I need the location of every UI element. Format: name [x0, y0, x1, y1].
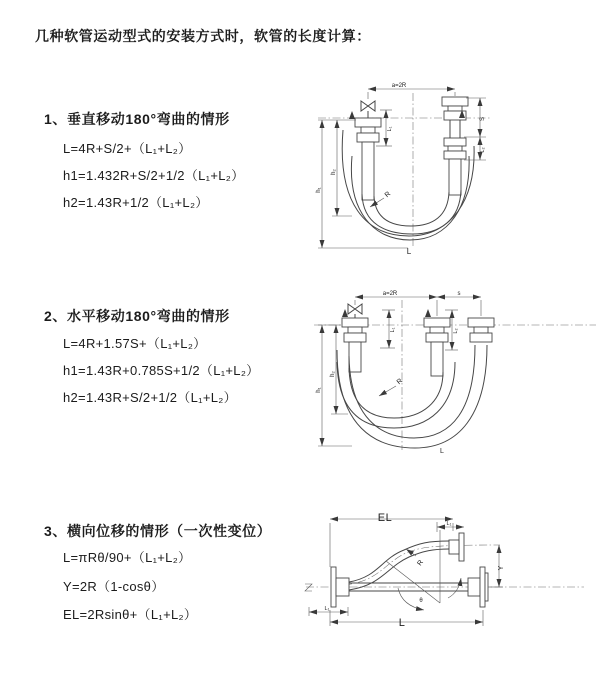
right-flange — [468, 567, 488, 607]
dim-label-s: S — [480, 116, 486, 122]
section2-formula-h2: h2=1.43R+S/2+1/2（L₁+L₂） — [63, 390, 237, 405]
valve-icon — [348, 304, 362, 318]
braided-hose-section — [362, 142, 374, 200]
left-hose-fitting — [342, 318, 368, 372]
dim-label-h1: h₁ — [316, 187, 322, 193]
dimension-h1-h2 — [316, 325, 352, 446]
dim-label-el: EL — [377, 512, 393, 524]
dim-label-h2: h₂ — [331, 169, 337, 175]
section3-formula-L: L=πRθ/90+（L₁+L₂） — [63, 550, 192, 565]
section1-formula-h1: h1=1.432R+S/2+1/2（L₁+L₂） — [63, 168, 245, 183]
section2-heading: 2、水平移动180°弯曲的情形 — [44, 308, 230, 324]
braided-hose-section — [349, 342, 361, 372]
left-flange — [331, 567, 349, 607]
dimension-l2 — [445, 310, 459, 350]
dimension-s-l2 — [464, 98, 486, 160]
dim-label-y: Y — [498, 565, 505, 571]
section3-formula-EL: EL=2Rsinθ+（L₁+L₂） — [63, 607, 198, 622]
middle-hose-fitting — [424, 318, 450, 376]
dim-label-l1: L₁ — [390, 327, 396, 333]
braided-hose-section — [431, 342, 443, 376]
centerline-break-symbol — [305, 584, 312, 591]
length-label: L — [440, 448, 444, 455]
dim-label-a2r: a=2R — [391, 83, 407, 89]
section3-formula-Y: Y=2R（1-cosθ） — [63, 579, 165, 594]
dim-label-l: L — [398, 617, 406, 629]
valve-icon — [361, 101, 375, 118]
dim-label-h1: h₁ — [316, 387, 322, 393]
length-label: L — [406, 247, 412, 256]
diagram-lateral-displacement — [303, 510, 600, 646]
dim-label-a2r: a=2R — [382, 291, 398, 297]
dim-label-l2: L₂ — [480, 147, 486, 153]
dimension-a2r-s — [355, 291, 481, 316]
dim-label-l1-left: L₁ — [324, 606, 330, 612]
radius-callout — [379, 378, 404, 396]
section2-formula-L: L=4R+1.57S+（L₁+L₂） — [63, 336, 207, 351]
section1-formula-h2: h2=1.43R+1/2（L₁+L₂） — [63, 195, 209, 210]
upper-flange — [449, 533, 464, 561]
left-hose-fitting — [355, 118, 381, 200]
diagram-horizontal-180-bend — [310, 283, 600, 457]
dim-label-h2: h₂ — [330, 371, 336, 377]
right-hose-fitting — [442, 97, 468, 195]
dim-label-l1-top: L₁ — [446, 521, 452, 527]
dimension-l1-left — [309, 606, 348, 616]
dim-label-s: s — [457, 291, 461, 297]
section3-heading: 3、横向位移的情形（一次性变位） — [44, 523, 272, 539]
dim-label-l2: L₂ — [453, 328, 459, 334]
angle-label: θ — [419, 598, 423, 604]
dimension-y — [488, 545, 505, 587]
radius-label: R — [395, 377, 405, 387]
radius-label: R — [416, 559, 426, 568]
section1-formula-L: L=4R+S/2+（L₁+L₂） — [63, 141, 192, 156]
page-title: 几种软管运动型式的安装方式时，软管的长度计算： — [35, 28, 371, 44]
dimension-l1-top — [437, 521, 464, 532]
braided-hose-section — [449, 159, 461, 195]
diagram-vertical-180-bend — [312, 76, 597, 260]
dim-label-l1: L₁ — [387, 126, 393, 132]
radius-label: R — [383, 190, 393, 200]
right-hose-fitting — [468, 318, 494, 342]
section1-heading: 1、垂直移动180°弯曲的情形 — [44, 111, 230, 127]
dimension-el — [330, 512, 453, 567]
section2-formula-h1: h1=1.43R+0.785S+1/2（L₁+L₂） — [63, 363, 260, 378]
dimension-l — [330, 610, 483, 629]
dimension-l1 — [380, 310, 396, 348]
